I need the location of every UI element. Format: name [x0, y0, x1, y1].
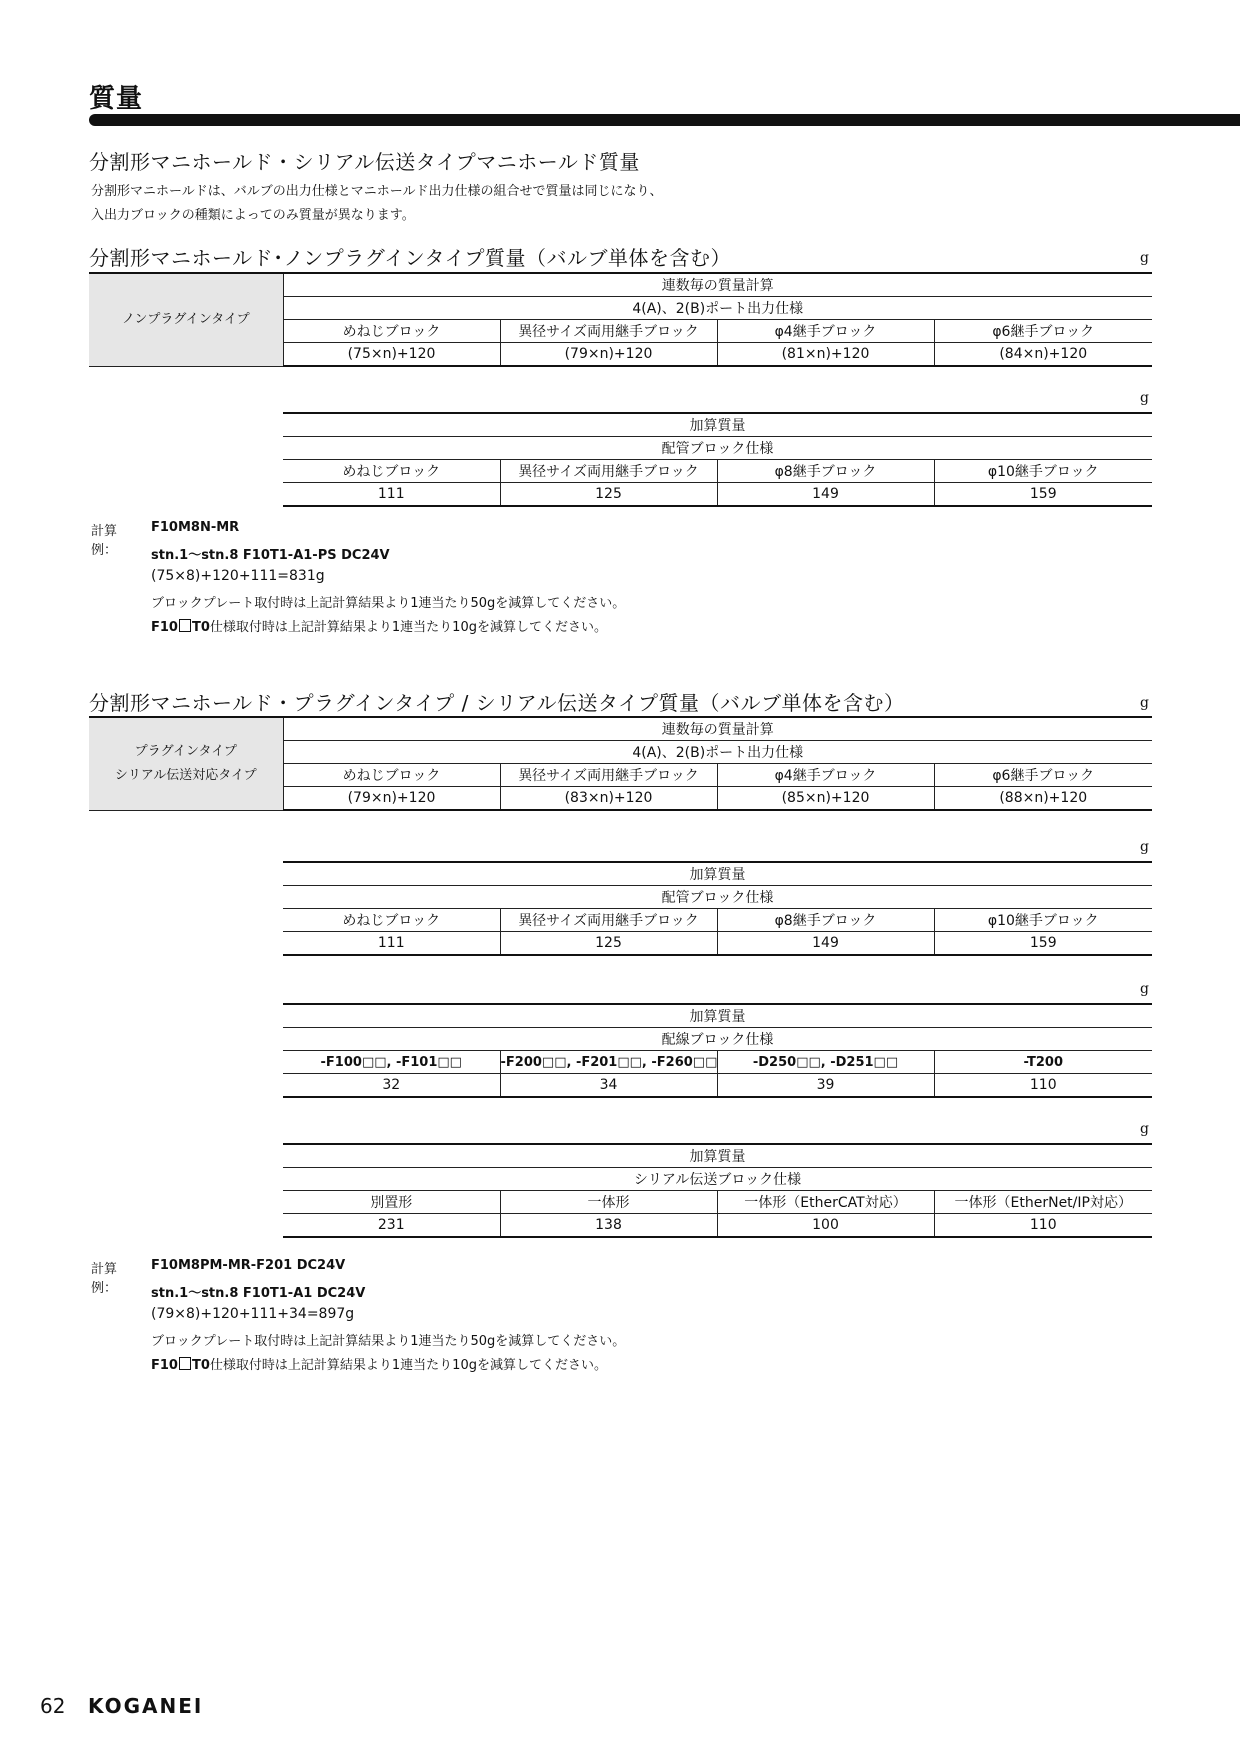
column-header: めねじブロック	[283, 320, 500, 343]
header-spec: 配線ブロック仕様	[283, 1028, 1152, 1051]
example-stations: stn.1〜stn.8 F10T1-A1-PS DC24V	[151, 548, 390, 563]
header-calc: 連数毎の質量計算	[283, 273, 1152, 297]
nonplugin-title: 分割形マニホールド･ノンプラグインタイプ質量（バルブ単体を含む）	[89, 246, 731, 270]
plugin-piping-table	[283, 861, 1152, 956]
column-header: φ10継手ブロック	[934, 460, 1152, 483]
column-header: -F100□□, -F101□□	[283, 1051, 500, 1074]
plugin-title: 分割形マニホールド・プラグインタイプ / シリアル伝送タイプ質量（バルブ単体を含む）	[89, 691, 905, 715]
header-spec: シリアル伝送ブロック仕様	[283, 1168, 1152, 1191]
header-add: 加算質量	[283, 1144, 1152, 1168]
example-note: ブロックプレート取付時は上記計算結果より1連当たり50gを減算してください。	[151, 1334, 626, 1349]
unit-label: g	[1140, 839, 1149, 855]
section-title: 分割形マニホールド・シリアル伝送タイプマニホールド質量	[89, 150, 640, 174]
table-cell: (81×n)+120	[717, 343, 934, 367]
header-add: 加算質量	[283, 862, 1152, 886]
unit-label: g	[1140, 1121, 1149, 1137]
page-title: 質量	[89, 84, 144, 114]
unit-label: g	[1140, 250, 1149, 266]
plugin-wiring-table	[283, 1003, 1152, 1098]
column-header: 一体形（EtherCAT対応）	[717, 1191, 934, 1214]
column-header: φ6継手ブロック	[934, 320, 1152, 343]
example-note: F10 T0仕様取付時は上記計算結果より1連当たり10gを減算してください。	[151, 1358, 607, 1373]
table-cell: 100	[717, 1214, 934, 1238]
plugin-calc-table	[89, 716, 1152, 811]
table-cell: 110	[934, 1074, 1152, 1098]
table-cell: (85×n)+120	[717, 787, 934, 811]
table-cell: 159	[934, 932, 1152, 956]
nonplugin-add-table	[283, 412, 1152, 507]
example-label: 計算例：	[91, 524, 118, 558]
column-header: 一体形（EtherNet/IP対応）	[934, 1191, 1152, 1214]
column-header: -D250□□, -D251□□	[717, 1051, 934, 1074]
unit-label: g	[1140, 695, 1149, 711]
unit-label: g	[1140, 390, 1149, 406]
header-calc: 連数毎の質量計算	[283, 717, 1152, 741]
blank-box-icon	[179, 1357, 191, 1370]
table-cell: 32	[283, 1074, 500, 1098]
column-header: 異径サイズ両用継手ブロック	[500, 460, 717, 483]
table-cell: (83×n)+120	[500, 787, 717, 811]
table-cell: (88×n)+120	[934, 787, 1152, 811]
table-cell: (79×n)+120	[500, 343, 717, 367]
column-header: 別置形	[283, 1191, 500, 1214]
column-header: φ4継手ブロック	[717, 320, 934, 343]
table-cell: 39	[717, 1074, 934, 1098]
nonplugin-calc-table	[89, 272, 1152, 367]
column-header: 異径サイズ両用継手ブロック	[500, 764, 717, 787]
header-add: 加算質量	[283, 413, 1152, 437]
table-cell: (75×n)+120	[283, 343, 500, 367]
row-label: プラグインタイプ シリアル伝送対応タイプ	[89, 717, 283, 810]
column-header: 異径サイズ両用継手ブロック	[500, 909, 717, 932]
table-cell: 231	[283, 1214, 500, 1238]
example-model: F10M8PM-MR-F201 DC24V	[151, 1258, 346, 1273]
column-header: φ8継手ブロック	[717, 460, 934, 483]
column-header: φ6継手ブロック	[934, 764, 1152, 787]
title-rule	[89, 114, 1240, 126]
table-cell: 149	[717, 932, 934, 956]
column-header: φ4継手ブロック	[717, 764, 934, 787]
table-cell: 34	[500, 1074, 717, 1098]
brand-logo: KOGANEI	[88, 1694, 204, 1718]
example-note: ブロックプレート取付時は上記計算結果より1連当たり50gを減算してください。	[151, 596, 626, 611]
table-cell: (84×n)+120	[934, 343, 1152, 367]
blank-box-icon	[179, 619, 191, 632]
header-spec: 配管ブロック仕様	[283, 437, 1152, 460]
section-description	[91, 180, 662, 228]
table-cell: 159	[934, 483, 1152, 507]
column-header: -T200	[934, 1051, 1152, 1074]
column-header: めねじブロック	[283, 764, 500, 787]
table-cell: 111	[283, 483, 500, 507]
column-header: 異径サイズ両用継手ブロック	[500, 320, 717, 343]
row-label: ノンプラグインタイプ	[89, 273, 283, 366]
example-stations: stn.1〜stn.8 F10T1-A1 DC24V	[151, 1286, 366, 1301]
column-header: めねじブロック	[283, 909, 500, 932]
unit-label: g	[1140, 981, 1149, 997]
description-line: 分割形マニホールドは、バルブの出力仕様とマニホールド出力仕様の組合せで質量は同じになり、	[91, 184, 663, 199]
example-note: F10 T0仕様取付時は上記計算結果より1連当たり10gを減算してください。	[151, 620, 607, 635]
column-header: -F200□□, -F201□□, -F260□□	[500, 1051, 717, 1074]
header-add: 加算質量	[283, 1004, 1152, 1028]
description-line: 入出力ブロックの種類によってのみ質量が異なります。	[91, 208, 415, 223]
example-label: 計算例：	[91, 1262, 118, 1296]
example-formula: (75×8)+120+111=831g	[151, 568, 325, 584]
plugin-serial-table	[283, 1143, 1152, 1238]
table-cell: (79×n)+120	[283, 787, 500, 811]
column-header: φ8継手ブロック	[717, 909, 934, 932]
example-formula: (79×8)+120+111+34=897g	[151, 1306, 355, 1322]
column-header: めねじブロック	[283, 460, 500, 483]
example-model: F10M8N-MR	[151, 520, 240, 535]
header-port: 4(A)、2(B)ポート出力仕様	[283, 297, 1152, 320]
header-port: 4(A)、2(B)ポート出力仕様	[283, 741, 1152, 764]
table-cell: 125	[500, 483, 717, 507]
table-cell: 149	[717, 483, 934, 507]
table-cell: 111	[283, 932, 500, 956]
table-cell: 110	[934, 1214, 1152, 1238]
table-cell: 138	[500, 1214, 717, 1238]
column-header: φ10継手ブロック	[934, 909, 1152, 932]
page-number: 62	[40, 1694, 66, 1718]
column-header: 一体形	[500, 1191, 717, 1214]
header-spec: 配管ブロック仕様	[283, 886, 1152, 909]
table-cell: 125	[500, 932, 717, 956]
